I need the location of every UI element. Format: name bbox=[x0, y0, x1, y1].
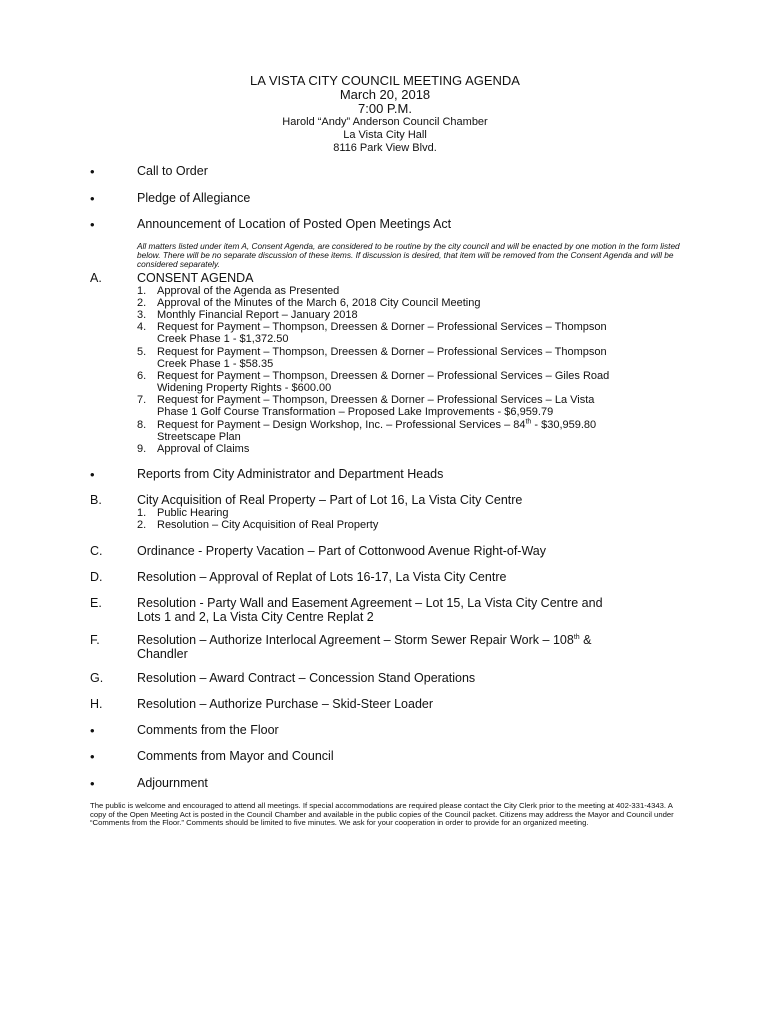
agenda-item-open-meetings-act: Announcement of Location of Posted Open Meetings Act bbox=[137, 217, 452, 231]
meeting-hall: La Vista City Hall bbox=[343, 129, 427, 141]
consent-item bbox=[137, 419, 596, 443]
item-text-continued: Phase 1 Golf Course Transformation – Proposed Lake Improvements - $6,959.79 bbox=[157, 406, 554, 418]
item-number: 5. bbox=[137, 346, 147, 358]
section-b-title: City Acquisition of Real Property – Part of Lot 16, La Vista City Centre bbox=[137, 493, 523, 507]
item-text: Resolution – City Acquisition of Real Property bbox=[157, 519, 379, 531]
item-text: Request for Payment – Thompson, Dreessen & Dorner – Professional Services – Giles Road bbox=[157, 370, 610, 382]
consent-item bbox=[137, 321, 607, 345]
section-f-line1-tail: & bbox=[579, 633, 592, 647]
section-d-text: Resolution – Approval of Replat of Lots 16-17, La Vista City Centre bbox=[137, 570, 507, 584]
item-number: 2. bbox=[137, 519, 147, 531]
ordinal-suffix: th bbox=[525, 418, 532, 426]
consent-agenda-title: CONSENT AGENDA bbox=[137, 271, 254, 285]
item-text: Approval of the Minutes of the March 6, 2018 City Council Meeting bbox=[157, 297, 481, 309]
section-b-item bbox=[137, 519, 378, 531]
consent-item bbox=[137, 309, 358, 321]
item-number: 6. bbox=[137, 370, 147, 382]
item-number: 1. bbox=[137, 507, 147, 519]
consent-item bbox=[137, 346, 607, 370]
bullet-glyph: • bbox=[90, 776, 95, 791]
agenda-item-adjournment: Adjournment bbox=[137, 776, 208, 790]
section-b-item bbox=[137, 507, 229, 519]
item-text: Public Hearing bbox=[157, 507, 229, 519]
item-text-continued: Widening Property Rights - $600.00 bbox=[157, 382, 332, 394]
item-text: Approval of Claims bbox=[157, 443, 250, 455]
agenda-item-pledge: Pledge of Allegiance bbox=[137, 191, 251, 205]
section-letter: C. bbox=[90, 544, 103, 558]
agenda-item-comments-floor: Comments from the Floor bbox=[137, 723, 279, 737]
item-number: 2. bbox=[137, 297, 147, 309]
section-letter: G. bbox=[90, 671, 104, 685]
meeting-time: 7:00 P.M. bbox=[358, 101, 412, 116]
consent-agenda-note: All matters listed under item A, Consent Agenda, are considered to be routine by the city council and will be enacted by one motion in the form listed below. There will be no separate discussion of these items. If discussion is desired, that item will be removed from the Consent Agenda and will be considered separately. bbox=[137, 241, 680, 270]
meeting-date: March 20, 2018 bbox=[339, 87, 431, 102]
bullet-glyph: • bbox=[90, 191, 95, 206]
item-text-continued: Creek Phase 1 - $58.35 bbox=[157, 358, 274, 370]
public-notice-footer: The public is welcome and encouraged to attend all meetings. If special accommodations are required please contact the City Clerk prior to the meeting at 402-331-4343. A copy of the Open Meeting Act is posted in the Council Chamber and available in the public copies of the Council packet. Citizens may address the Mayor and Council under “Comments from the Floor.” Comments should be limited to five minutes. We ask for your cooperation in order to provide for an organized meeting. bbox=[90, 801, 674, 828]
section-letter: E. bbox=[90, 596, 102, 610]
item-text: Request for Payment – Thompson, Dreessen & Dorner – Professional Services – Thompson bbox=[157, 346, 607, 358]
bullet-glyph: • bbox=[90, 164, 95, 179]
item-text: Monthly Financial Report – January 2018 bbox=[157, 309, 358, 321]
section-f-line2: Chandler bbox=[137, 647, 188, 661]
section-letter: B. bbox=[90, 493, 102, 507]
consent-item bbox=[137, 285, 339, 297]
agenda-item-reports: Reports from City Administrator and Department Heads bbox=[137, 467, 444, 481]
section-e-line2: Lots 1 and 2, La Vista City Centre Replat 2 bbox=[137, 610, 374, 624]
section-e-line1: Resolution - Party Wall and Easement Agreement – Lot 15, La Vista City Centre and bbox=[137, 596, 603, 610]
consent-item bbox=[137, 394, 594, 418]
item-text: Request for Payment – Thompson, Dreessen & Dorner – Professional Services – La Vista bbox=[157, 394, 595, 406]
item-number: 4. bbox=[137, 321, 147, 333]
bullet-glyph: • bbox=[90, 749, 95, 764]
item-text: Request for Payment – Thompson, Dreessen & Dorner – Professional Services – Thompson bbox=[157, 321, 607, 333]
ordinal-suffix: th bbox=[573, 633, 580, 641]
item-number: 9. bbox=[137, 443, 147, 455]
item-number: 7. bbox=[137, 394, 147, 406]
agenda-title: LA VISTA CITY COUNCIL MEETING AGENDA bbox=[250, 73, 520, 88]
item-number: 8. bbox=[137, 419, 147, 431]
bullet-glyph: • bbox=[90, 723, 95, 738]
meeting-address: 8116 Park View Blvd. bbox=[333, 142, 437, 154]
agenda-item-comments-mayor: Comments from Mayor and Council bbox=[137, 749, 334, 763]
section-h-text: Resolution – Authorize Purchase – Skid-Steer Loader bbox=[137, 697, 434, 711]
item-text-continued: Streetscape Plan bbox=[157, 431, 241, 443]
agenda-item-call-to-order: Call to Order bbox=[137, 164, 208, 178]
bullet-glyph: • bbox=[90, 217, 95, 232]
item-text-tail: - $30,959.80 bbox=[531, 419, 597, 431]
section-c-text: Ordinance - Property Vacation – Part of Cottonwood Avenue Right-of-Way bbox=[137, 544, 547, 558]
consent-item bbox=[137, 297, 480, 309]
section-g-text: Resolution – Award Contract – Concession Stand Operations bbox=[137, 671, 476, 685]
bullet-glyph: • bbox=[90, 467, 95, 482]
section-letter: D. bbox=[90, 570, 103, 584]
consent-item bbox=[137, 370, 609, 394]
section-letter: F. bbox=[90, 633, 100, 647]
meeting-chamber: Harold “Andy” Anderson Council Chamber bbox=[282, 116, 488, 128]
section-letter: H. bbox=[90, 697, 103, 711]
item-number: 3. bbox=[137, 309, 147, 321]
section-letter: A. bbox=[90, 271, 102, 285]
item-text: Approval of the Agenda as Presented bbox=[157, 285, 340, 297]
item-number: 1. bbox=[137, 285, 147, 297]
section-f-line1: Resolution – Authorize Interlocal Agreement – Storm Sewer Repair Work – 108 bbox=[137, 633, 574, 647]
section-e-text bbox=[137, 596, 603, 624]
consent-item bbox=[137, 443, 249, 455]
section-f-text bbox=[137, 633, 591, 661]
item-text: Request for Payment – Design Workshop, Inc. – Professional Services – 84 bbox=[157, 419, 526, 431]
item-text-continued: Creek Phase 1 - $1,372.50 bbox=[157, 333, 289, 345]
